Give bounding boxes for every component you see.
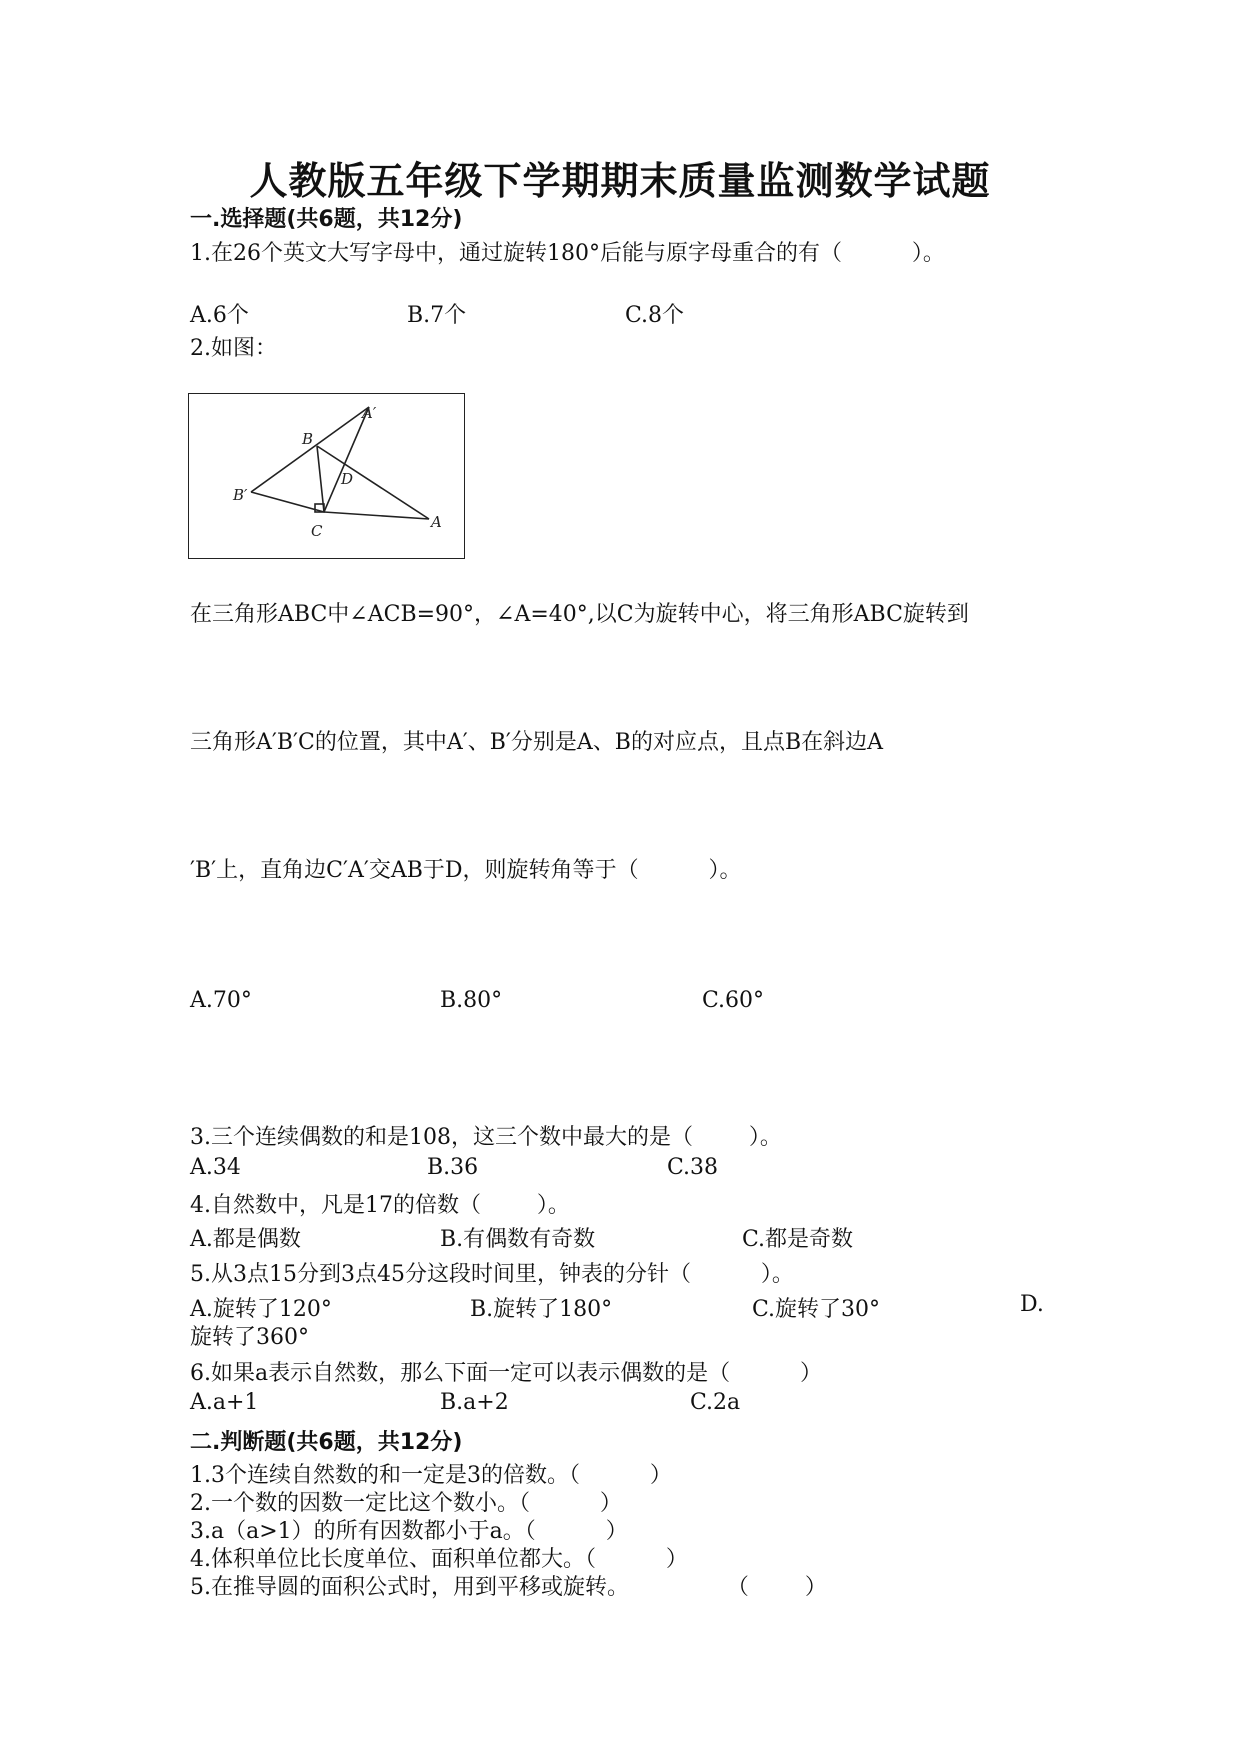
triangle-rotation-figure (188, 393, 465, 559)
q4-option-a: A.都是偶数 (190, 1227, 301, 1252)
q6-option-a: A.a+1 (190, 1390, 259, 1415)
q3-option-b: B.36 (427, 1155, 479, 1180)
q4-option-c: C.都是奇数 (742, 1227, 854, 1252)
page-title: 人教版五年级下学期期末质量监测数学试题 (249, 158, 991, 203)
q1-option-c: C.8个 (625, 303, 685, 328)
q5-option-d-text: 旋转了360° (190, 1325, 309, 1350)
q5-option-a: A.旋转了120° (190, 1297, 332, 1322)
judgment-item-1: 1.3个连续自然数的和一定是3的倍数。（ ） (190, 1463, 672, 1488)
label-d: D (341, 470, 354, 488)
segment-ca (324, 512, 429, 519)
label-a-prime: A′ (362, 404, 377, 422)
q2-option-b: B.80° (440, 988, 503, 1013)
question-2-line-1: 在三角形ABC中∠ACB=90°，∠A=40°,以C为旋转中心，将三角形ABC旋转到 (190, 602, 969, 627)
label-b: B (302, 430, 314, 448)
segment-b-prime-c (251, 492, 324, 512)
question-1: 1.在26个英文大写字母中，通过旋转180°后能与原字母重合的有（ ）。 (190, 241, 945, 266)
triangle-diagram (189, 394, 464, 558)
question-5: 5.从3点15分到3点45分这段时间里，钟表的分针（ ）。 (190, 1262, 794, 1287)
q5-option-c: C.旋转了30° (752, 1297, 881, 1322)
question-2-intro: 2.如图： (190, 336, 277, 361)
label-b-prime: B′ (233, 486, 248, 504)
segment-bc (317, 446, 324, 512)
question-2-line-2: 三角形A′B′C的位置，其中A′、B′分别是A、B的对应点，且点B在斜边A (190, 730, 884, 755)
q6-option-c: C.2a (690, 1390, 741, 1415)
question-6: 6.如果a表示自然数，那么下面一定可以表示偶数的是（ ） (190, 1361, 823, 1386)
judgment-item-5: 5.在推导圆的面积公式时，用到平移或旋转。 （ ） (190, 1575, 827, 1600)
section-heading-judgment: 二.判断题(共6题，共12分) (190, 1430, 463, 1455)
q2-option-a: A.70° (190, 988, 252, 1013)
q3-option-a: A.34 (190, 1155, 241, 1180)
q1-option-b: B.7个 (407, 303, 467, 328)
q4-option-b: B.有偶数有奇数 (440, 1227, 596, 1252)
q1-option-a: A.6个 (190, 303, 249, 328)
q5-option-b: B.旋转了180° (470, 1297, 613, 1322)
judgment-item-4: 4.体积单位比长度单位、面积单位都大。（ ） (190, 1547, 688, 1572)
question-2-line-3: ′B′上，直角边C′A′交AB于D，则旋转角等于（ ）。 (190, 858, 742, 883)
section-heading-choice: 一.选择题(共6题，共12分) (190, 207, 463, 232)
label-c: C (311, 522, 323, 540)
q3-option-c: C.38 (667, 1155, 719, 1180)
question-4: 4.自然数中，凡是17的倍数（ ）。 (190, 1193, 570, 1218)
label-a: A (431, 513, 442, 531)
judgment-item-3: 3.a（a>1）的所有因数都小于a。（ ） (190, 1519, 628, 1544)
q5-option-d-letter: D. (1020, 1292, 1044, 1317)
q2-option-c: C.60° (702, 988, 765, 1013)
judgment-item-2: 2.一个数的因数一定比这个数小。（ ） (190, 1491, 622, 1516)
q6-option-b: B.a+2 (440, 1390, 509, 1415)
question-3: 3.三个连续偶数的和是108，这三个数中最大的是（ ）。 (190, 1125, 782, 1150)
segment-ba (317, 446, 429, 519)
